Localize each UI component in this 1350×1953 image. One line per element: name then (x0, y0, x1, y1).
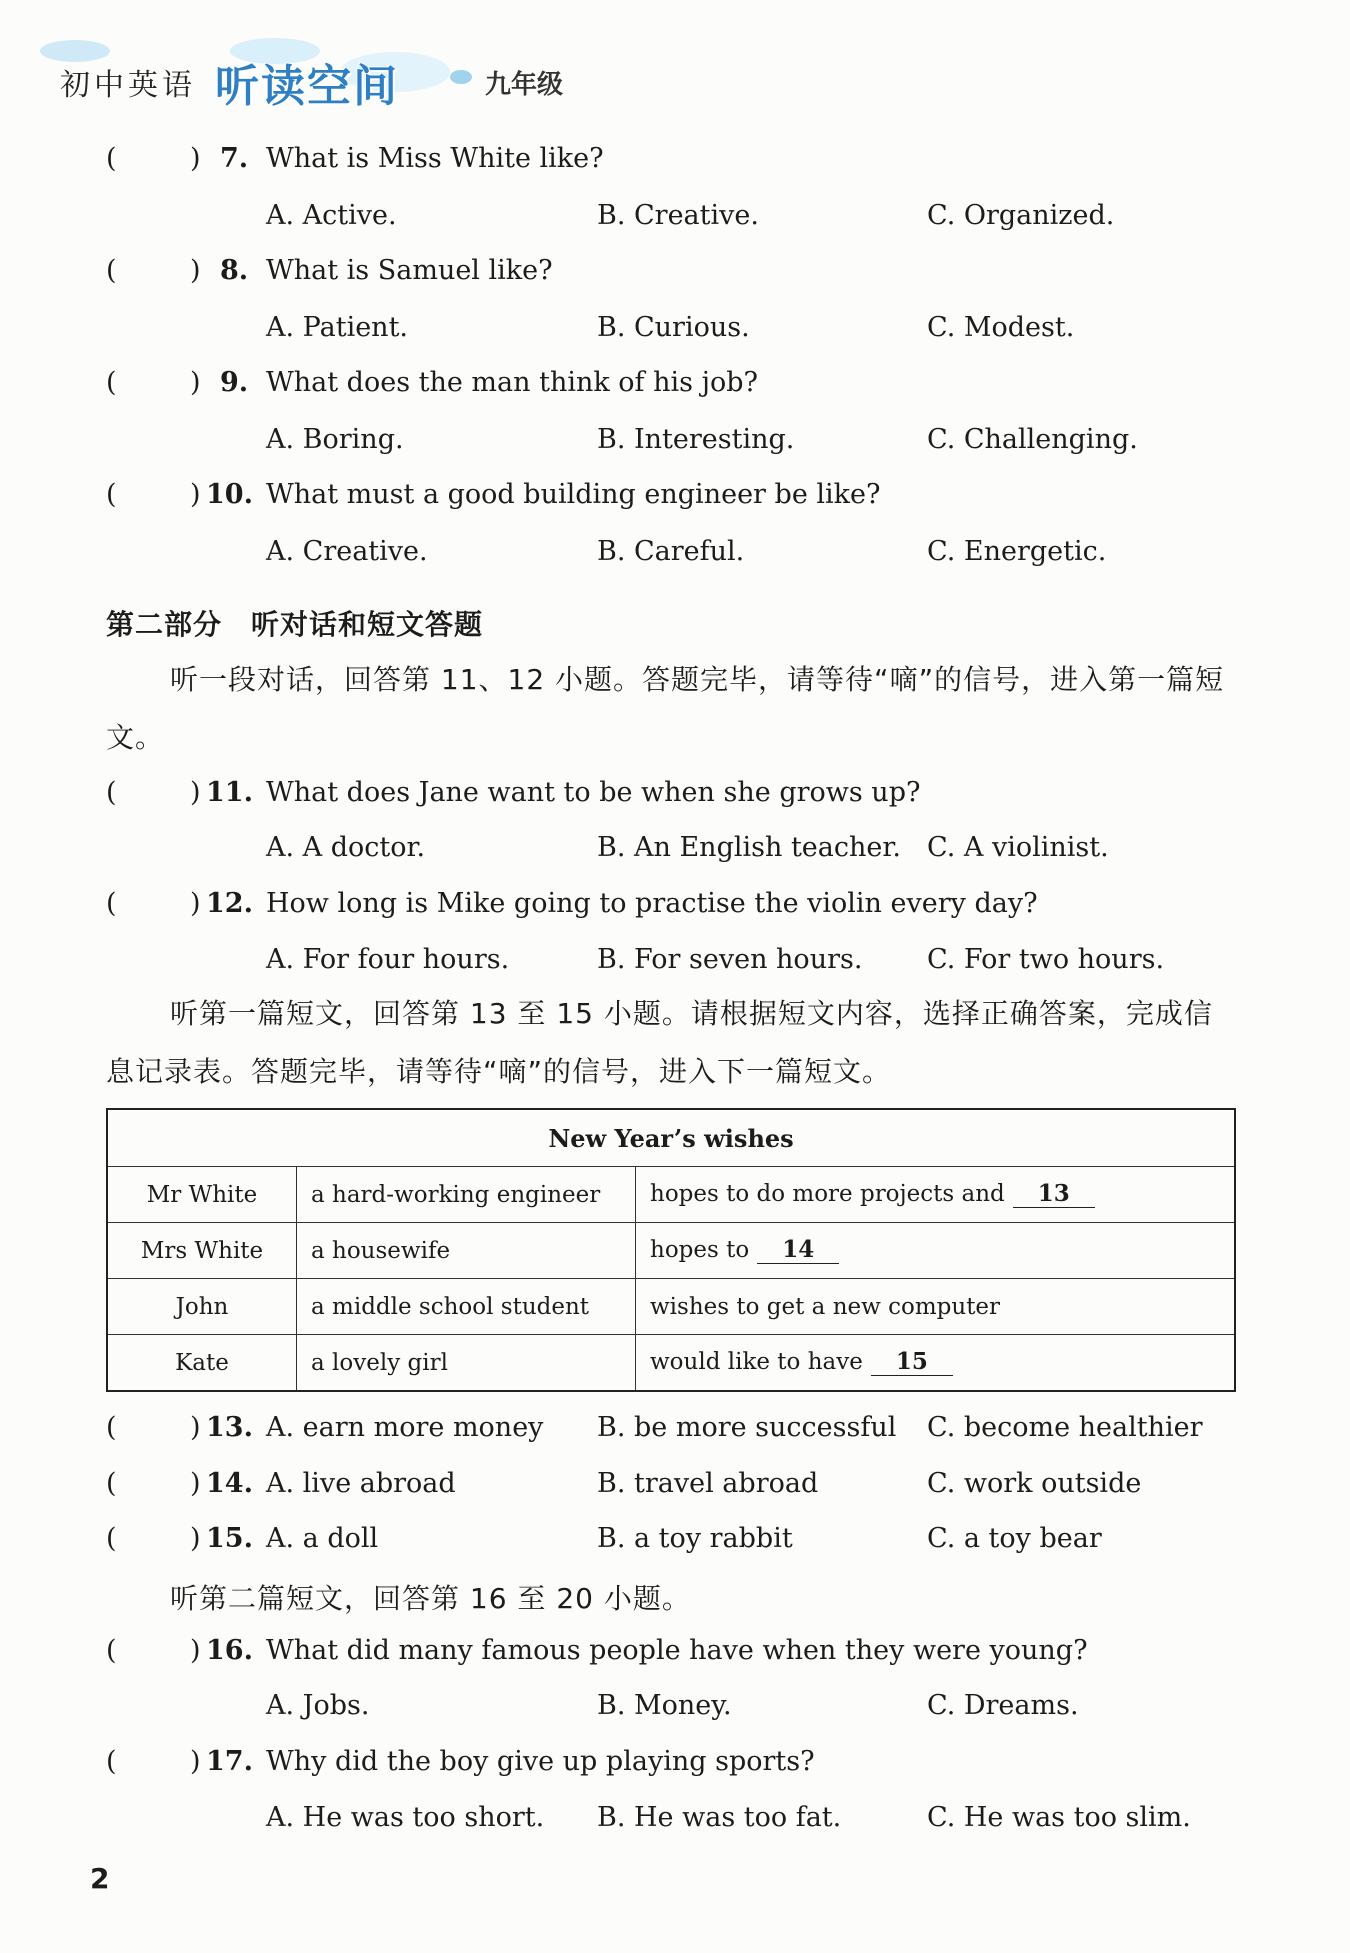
answer-blank[interactable]: 15 (871, 1349, 953, 1376)
question-text: What does Jane want to be when she grows up? (266, 777, 921, 808)
table-row (107, 1279, 1235, 1335)
option-b: B. travel abroad (597, 1468, 819, 1499)
option-b: B. a toy rabbit (597, 1523, 793, 1554)
answer-paren-open: ( (106, 1523, 117, 1554)
question-text: What is Samuel like? (266, 255, 553, 286)
person-name: Mrs White (107, 1223, 297, 1279)
question-number: 10. (206, 479, 253, 510)
answer-paren-open: ( (106, 143, 117, 174)
option-b: B. be more successful (597, 1412, 897, 1443)
option-b: B. He was too fat. (597, 1802, 842, 1833)
person-description: a lovely girl (297, 1335, 636, 1392)
instruction-line: 听第二篇短文，回答第 16 至 20 小题。 (170, 1582, 691, 1615)
series-brand: 听读空间 (215, 61, 399, 112)
question-number: 16. (206, 1635, 253, 1666)
person-description: a hard-working engineer (297, 1167, 636, 1223)
page-header (40, 30, 600, 110)
dot-decoration (450, 70, 472, 84)
answer-paren-close: ) (190, 479, 201, 510)
answer-paren-close: ) (190, 1635, 201, 1666)
person-name: Mr White (107, 1167, 297, 1223)
table-row (107, 1335, 1235, 1392)
answer-paren-open: ( (106, 777, 117, 808)
answer-paren-close: ) (190, 1746, 201, 1777)
answer-paren-open: ( (106, 1635, 117, 1666)
question-text: What did many famous people have when they were young? (266, 1635, 1088, 1666)
answer-paren-open: ( (106, 1412, 117, 1443)
option-a: A. live abroad (266, 1468, 456, 1499)
option-a: A. Active. (266, 200, 397, 231)
wish-text: hopes to do more projects and (650, 1181, 1005, 1207)
option-c: C. Dreams. (927, 1690, 1079, 1721)
answer-paren-close: ) (190, 1523, 201, 1554)
question-number: 12. (206, 888, 253, 919)
answer-paren-open: ( (106, 1468, 117, 1499)
question-number: 15. (206, 1523, 253, 1554)
person-description: a middle school student (297, 1279, 636, 1335)
series-prefix: 初中英语 (60, 68, 196, 103)
question-number: 7. (220, 143, 249, 174)
option-a: A. For four hours. (266, 944, 510, 975)
option-b: B. Careful. (597, 536, 745, 567)
question-number: 13. (206, 1412, 253, 1443)
table-row (107, 1223, 1235, 1279)
option-c: C. become healthier (927, 1412, 1203, 1443)
answer-paren-open: ( (106, 479, 117, 510)
answer-paren-open: ( (106, 888, 117, 919)
table-row (107, 1167, 1235, 1223)
person-name: John (107, 1279, 297, 1335)
option-a: A. Jobs. (266, 1690, 370, 1721)
answer-paren-close: ) (190, 1468, 201, 1499)
instruction-paragraph: 听一段对话，回答第 11、12 小题。答题完毕，请等待“嘀”的信号，进入第一篇短文。 (106, 663, 1225, 754)
answer-blank[interactable]: 13 (1013, 1181, 1095, 1208)
answer-paren-open: ( (106, 1746, 117, 1777)
answer-paren-close: ) (190, 888, 201, 919)
option-a: A. He was too short. (266, 1802, 545, 1833)
info-record-table (106, 1108, 1236, 1392)
option-c: C. Challenging. (927, 424, 1138, 455)
answer-blank[interactable]: 14 (757, 1237, 839, 1264)
option-c: C. He was too slim. (927, 1802, 1191, 1833)
option-b: B. Creative. (597, 200, 759, 231)
question-number: 8. (220, 255, 249, 286)
option-a: A. a doll (266, 1523, 379, 1554)
answer-paren-close: ) (190, 777, 201, 808)
question-number: 9. (220, 367, 249, 398)
answer-paren-open: ( (106, 367, 117, 398)
page-number: 2 (90, 1862, 110, 1895)
option-b: B. An English teacher. (597, 832, 901, 863)
option-c: C. Energetic. (927, 536, 1107, 567)
answer-paren-close: ) (190, 367, 201, 398)
option-c: C. Organized. (927, 200, 1115, 231)
grade-label: 九年级 (485, 70, 564, 100)
person-wish: wishes to get a new computer (636, 1279, 1236, 1335)
person-wish (636, 1167, 1236, 1223)
wish-text: would like to have (650, 1349, 863, 1375)
question-text: What is Miss White like? (266, 143, 604, 174)
section-title: 第二部分 听对话和短文答题 (106, 608, 484, 641)
person-wish (636, 1223, 1236, 1279)
cloud-decoration (40, 40, 110, 62)
question-number: 14. (206, 1468, 253, 1499)
option-c: C. a toy bear (927, 1523, 1102, 1554)
instruction-paragraph: 听第一篇短文，回答第 13 至 15 小题。请根据短文内容，选择正确答案，完成信息记录表。答题完毕，请等待“嘀”的信号，进入下一篇短文。 (106, 997, 1213, 1088)
question-text: What does the man think of his job? (266, 367, 758, 398)
answer-paren-close: ) (190, 143, 201, 174)
option-a: A. A doctor. (266, 832, 426, 863)
option-a: A. Patient. (266, 312, 409, 343)
table-title: New Year’s wishes (107, 1109, 1235, 1167)
question-text: How long is Mike going to practise the violin every day? (266, 888, 1038, 919)
answer-paren-close: ) (190, 255, 201, 286)
option-b: B. Money. (597, 1690, 732, 1721)
option-a: A. earn more money (266, 1412, 544, 1443)
answer-paren-open: ( (106, 255, 117, 286)
option-c: C. For two hours. (927, 944, 1165, 975)
person-description: a housewife (297, 1223, 636, 1279)
answer-paren-close: ) (190, 1412, 201, 1443)
option-b: B. Curious. (597, 312, 750, 343)
question-number: 17. (206, 1746, 253, 1777)
person-wish (636, 1335, 1236, 1392)
question-number: 11. (206, 777, 253, 808)
option-a: A. Boring. (266, 424, 404, 455)
option-b: B. For seven hours. (597, 944, 863, 975)
wish-text: hopes to (650, 1237, 750, 1263)
question-text: Why did the boy give up playing sports? (266, 1746, 815, 1777)
option-c: C. Modest. (927, 312, 1075, 343)
option-c: C. A violinist. (927, 832, 1109, 863)
option-a: A. Creative. (266, 536, 428, 567)
person-name: Kate (107, 1335, 297, 1392)
option-b: B. Interesting. (597, 424, 795, 455)
option-c: C. work outside (927, 1468, 1142, 1499)
question-text: What must a good building engineer be like? (266, 479, 881, 510)
